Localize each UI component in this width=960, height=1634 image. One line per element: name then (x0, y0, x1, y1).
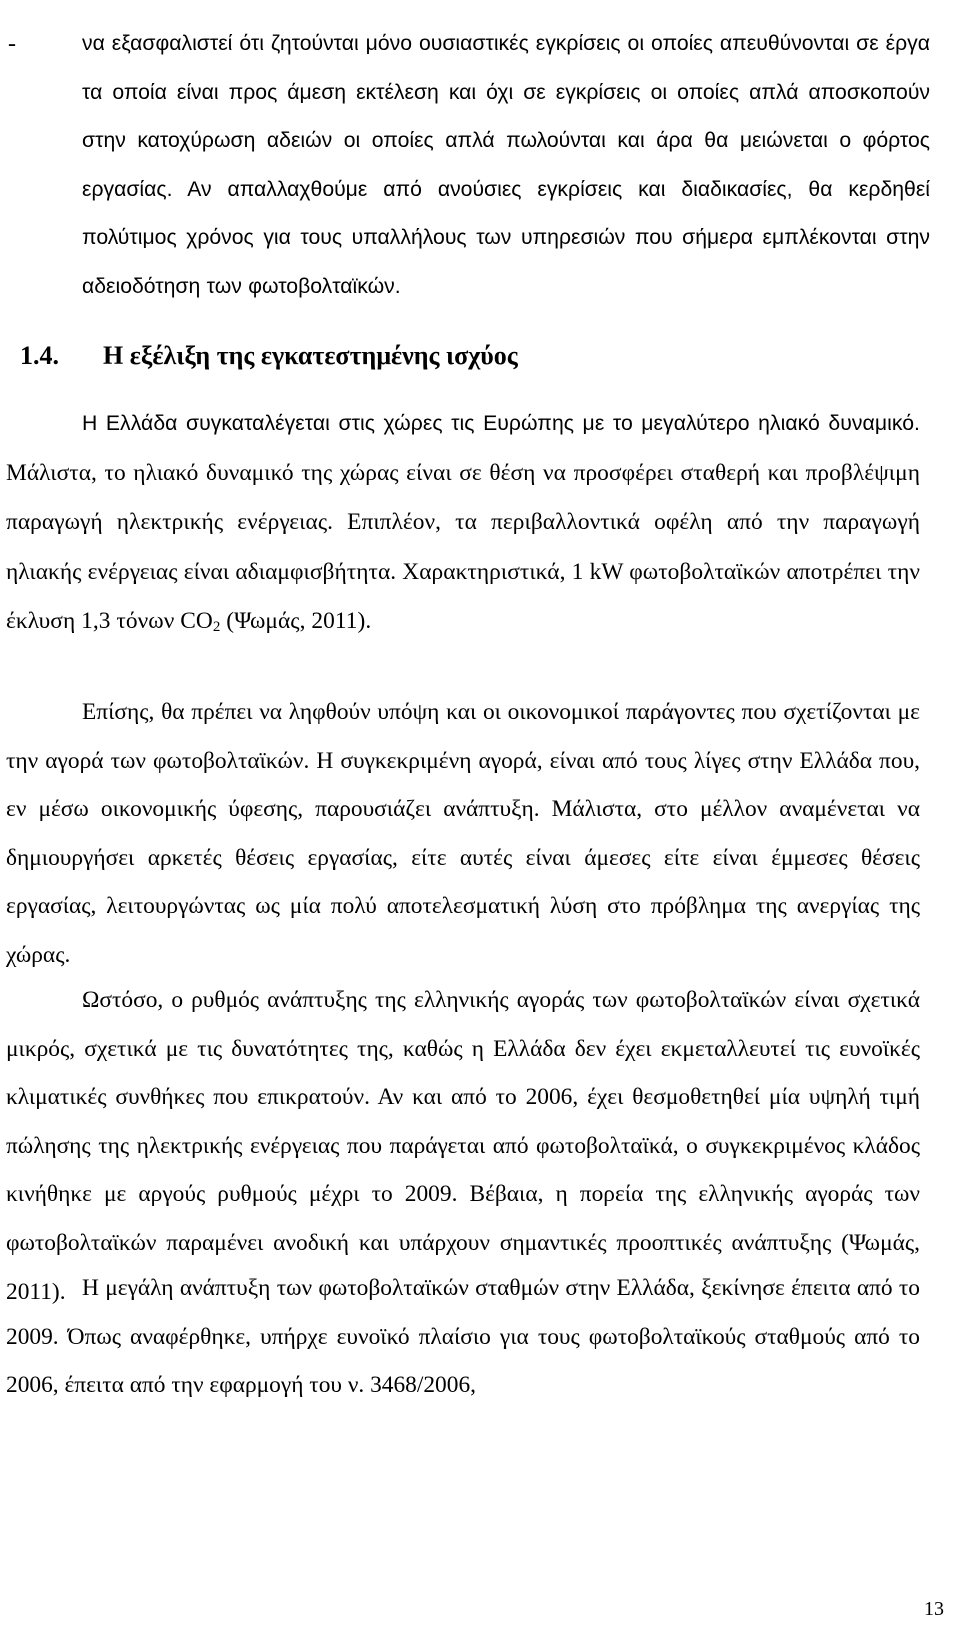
paragraph-1-sentence-1: Η Ελλάδα συγκαταλέγεται στις χώρες τις Ευρώπης με το μεγαλύτερο ηλιακό δυναμικό. (82, 412, 920, 435)
section-title: Η εξέλιξη της εγκατεστημένης ισχύος (103, 341, 518, 370)
bullet-item (0, 20, 930, 312)
section-number: 1.4. (20, 341, 59, 370)
paragraph-1 (6, 400, 920, 647)
paragraph-4: Η μεγάλη ανάπτυξη των φωτοβολταϊκών σταθμών στην Ελλάδα, ξεκίνησε έπειτα από το 2009. Όπως αναφέρθηκε, υπήρχε ευνοϊκό πλαίσιο για τους φωτοβολταϊκούς σταθμούς από το 2006, έπειτα από την εφαρμογή του ν. 3468/2006, (6, 1275, 920, 1399)
paragraph-2: Επίσης, θα πρέπει να ληφθούν υπόψη και οι οικονομικοί παράγοντες που σχετίζονται με την αγορά των φωτοβολταϊκών. Η συγκεκριμένη αγορά, είναι από τους λίγες στην Ελλάδα που, εν μέσω οικονομικής ύφεσης, παρουσιάζει ανάπτυξη. Μάλιστα, στο μέλλον αναμένεται να δημιουργήσει αρκετές θέσεις εργασίας, είτε αυτές είναι άμεσες είτε είναι έμμεσες θέσεις εργασίας, λειτουργώντας ως μία πολύ αποτελεσματική λύση στο πρόβλημα της ανεργίας της χώρας. (6, 699, 920, 968)
bullet-text: να εξασφαλιστεί ότι ζητούνται μόνο ουσιαστικές εγκρίσεις οι οποίες απευθύνονται σε έργα τα οποία είναι προς άμεση εκτέλεση και όχι σε εγκρίσεις οι οποίες απλά αποσκοπούν στην κατοχύρωση αδειών οι οποίες απλά πωλούνται και άρα θα μειώνεται ο φόρτος εργασίας. Αν απαλλαχθούμε από ανούσιες εγκρίσεις και διαδικασίες, θα κερδηθεί πολύτιμος χρόνος για τους υπαλλήλους των υπηρεσιών που σήμερα εμπλέκονται στην αδειοδότηση των φωτοβολταϊκών. (82, 32, 930, 298)
paragraph-3: Ωστόσο, ο ρυθμός ανάπτυξης της ελληνικής αγοράς των φωτοβολταϊκών είναι σχετικά μικρός, σχετικά με τις δυνατότητες της, καθώς η Ελλάδα δεν έχει εκμεταλλευτεί τις ευνοϊκές κλιματικές συνθήκες που επικρατούν. Αν και από το 2006, έχει θεσμοθετηθεί μία υψηλή τιμή πώλησης της ηλεκτρικής ενέργειας που παράγεται από φωτοβολταϊκά, ο συγκεκριμένος κλάδος κινήθηκε με αργούς ρυθμούς μέχρι το 2009. Βέβαια, η πορεία της ελληνικής αγοράς των φωτοβολταϊκών παραμένει ανοδική και υπάρχουν σημαντικές προοπτικές ανάπτυξης (Ψωμάς, 2011). (6, 987, 920, 1305)
bullet-marker: - (8, 31, 16, 57)
paragraph-1-citation: (Ψωμάς, 2011). (220, 608, 372, 635)
co2-subscript: 2 (212, 619, 221, 636)
page-number: 13 (924, 1598, 944, 1620)
paragraph-1-text: Μάλιστα, το ηλιακό δυναμικό της χώρας είναι σε θέση να προσφέρει σταθερή και προβλέψιμη παραγωγή ηλεκτρικής ενέργειας. Επιπλέον, τα περιβαλλοντικά οφέλη από την παραγωγή ηλιακής ενέργειας είναι αδιαμφισβήτητα. Χαρακτηριστικά, 1 kW φωτοβολταϊκών αποτρέπει την έκλυση 1,3 τόνων CO (6, 459, 920, 635)
paragraph-1-body (6, 460, 920, 635)
section-heading (20, 336, 920, 376)
